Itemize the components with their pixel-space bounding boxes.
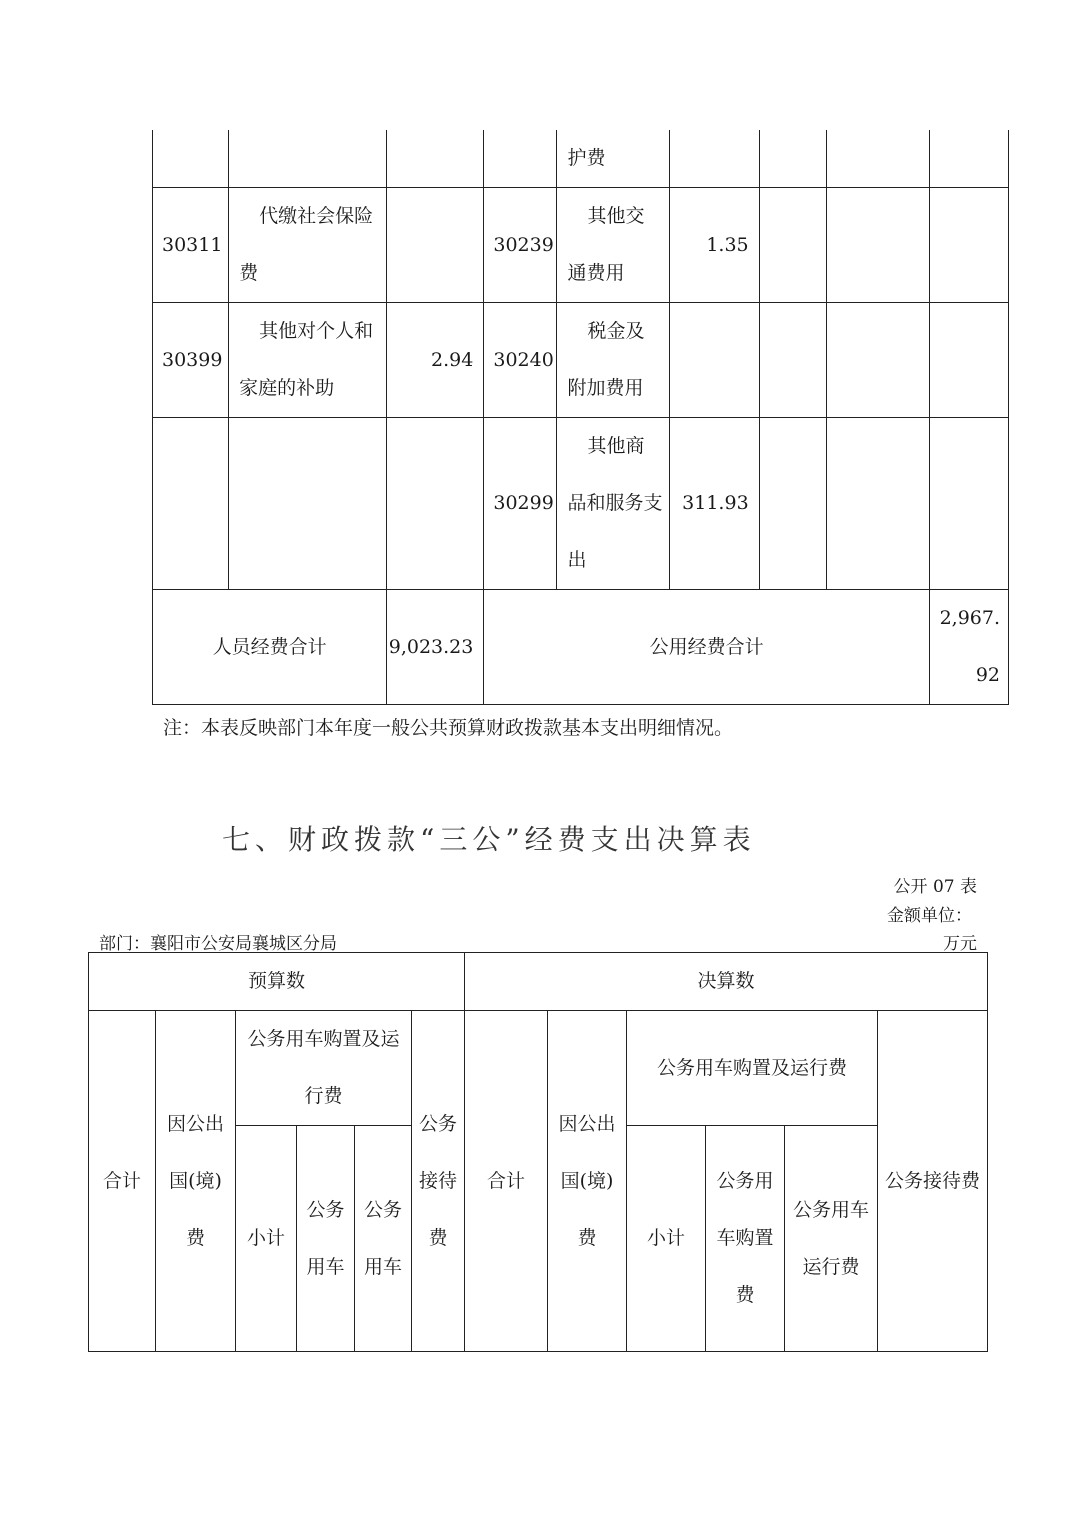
table-row: 30299 其他商品和服务支出 311.93 bbox=[153, 418, 1009, 590]
final-reception-header: 公务接待费 bbox=[878, 1011, 988, 1352]
three-public-expense-table bbox=[88, 952, 988, 1352]
budget-header: 预算数 bbox=[89, 953, 465, 1011]
final-abroad-header: 因公出国(境)费 bbox=[548, 1011, 627, 1352]
total-personnel-value: 9,023.23 bbox=[387, 590, 484, 705]
department-label: 部门：襄阳市公安局襄城区分局 bbox=[99, 934, 337, 954]
unit-label: 金额单位： bbox=[887, 906, 972, 926]
table-row: 30399 其他对个人和家庭的补助 2.94 30240 税金及附加费用 bbox=[153, 303, 1009, 418]
table-row: 护费 bbox=[153, 130, 1009, 188]
final-subtotal-header: 小计 bbox=[627, 1126, 706, 1352]
unit-value: 万元 bbox=[943, 934, 977, 954]
budget-vehicle-run-header: 公务用车 bbox=[355, 1126, 412, 1352]
budget-vehicle-group-header: 公务用车购置及运行费 bbox=[236, 1011, 412, 1126]
final-vehicle-run-header: 公务用车运行费 bbox=[785, 1126, 878, 1352]
table-code: 公开 07 表 bbox=[893, 877, 977, 897]
total-row bbox=[153, 590, 1009, 705]
expense-detail-table bbox=[152, 130, 1009, 705]
final-vehicle-group-header: 公务用车购置及运行费 bbox=[627, 1011, 878, 1126]
table-row: 30311 代缴社会保险费 30239 其他交通费用 1.35 bbox=[153, 188, 1009, 303]
total-public-label: 公用经费合计 bbox=[484, 590, 929, 705]
budget-total-header: 合计 bbox=[89, 1011, 156, 1352]
total-personnel-label: 人员经费合计 bbox=[153, 590, 387, 705]
total-public-value: 2,967.92 bbox=[929, 590, 1008, 705]
budget-vehicle-purchase-header: 公务用车 bbox=[297, 1126, 355, 1352]
final-header: 决算数 bbox=[465, 953, 988, 1011]
budget-abroad-header: 因公出国(境)费 bbox=[156, 1011, 236, 1352]
final-total-header: 合计 bbox=[465, 1011, 548, 1352]
section-title: 七、财政拨款“三公”经费支出决算表 bbox=[222, 823, 756, 856]
table-header-row bbox=[89, 1011, 988, 1126]
table-header-row bbox=[89, 953, 988, 1011]
budget-subtotal-header: 小计 bbox=[236, 1126, 297, 1352]
budget-reception-header: 公务接待费 bbox=[412, 1011, 465, 1352]
final-vehicle-purchase-header: 公务用车购置费 bbox=[706, 1126, 785, 1352]
table-note: 注：本表反映部门本年度一般公共预算财政拨款基本支出明细情况。 bbox=[163, 717, 734, 739]
